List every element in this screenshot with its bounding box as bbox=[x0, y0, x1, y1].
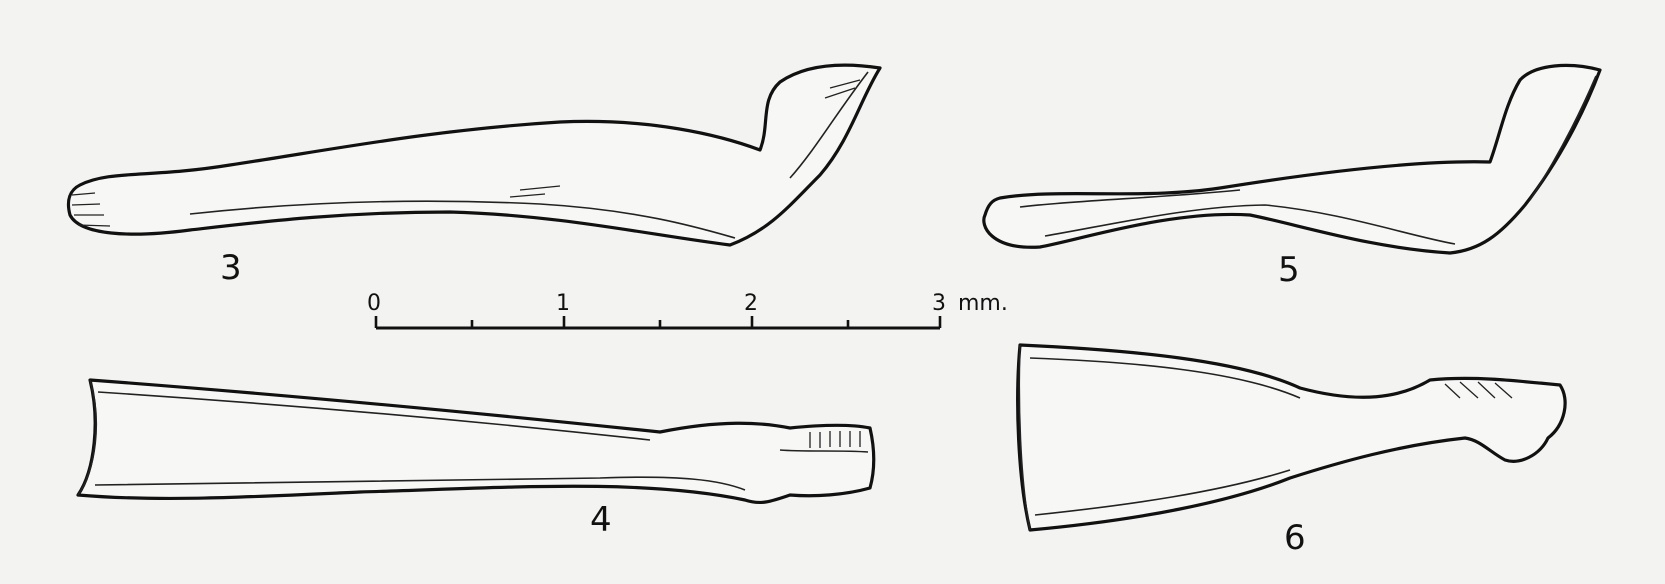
figure-4-label: 4 bbox=[590, 500, 612, 540]
figure-6-bone bbox=[1018, 345, 1565, 530]
figure-5-bone bbox=[984, 65, 1600, 253]
scale-bar bbox=[367, 291, 1008, 328]
figure-5-label: 5 bbox=[1278, 250, 1300, 290]
figure-6-label: 6 bbox=[1284, 518, 1306, 558]
scale-label-0: 0 bbox=[367, 291, 381, 316]
scale-unit-label: mm. bbox=[958, 291, 1008, 316]
scale-label-2: 2 bbox=[744, 291, 758, 316]
figure-3-label: 3 bbox=[220, 248, 242, 288]
figure-4-bone bbox=[78, 380, 874, 502]
scale-label-1: 1 bbox=[556, 291, 570, 316]
figure-3-bone bbox=[68, 65, 880, 245]
scale-label-3: 3 bbox=[932, 291, 946, 316]
